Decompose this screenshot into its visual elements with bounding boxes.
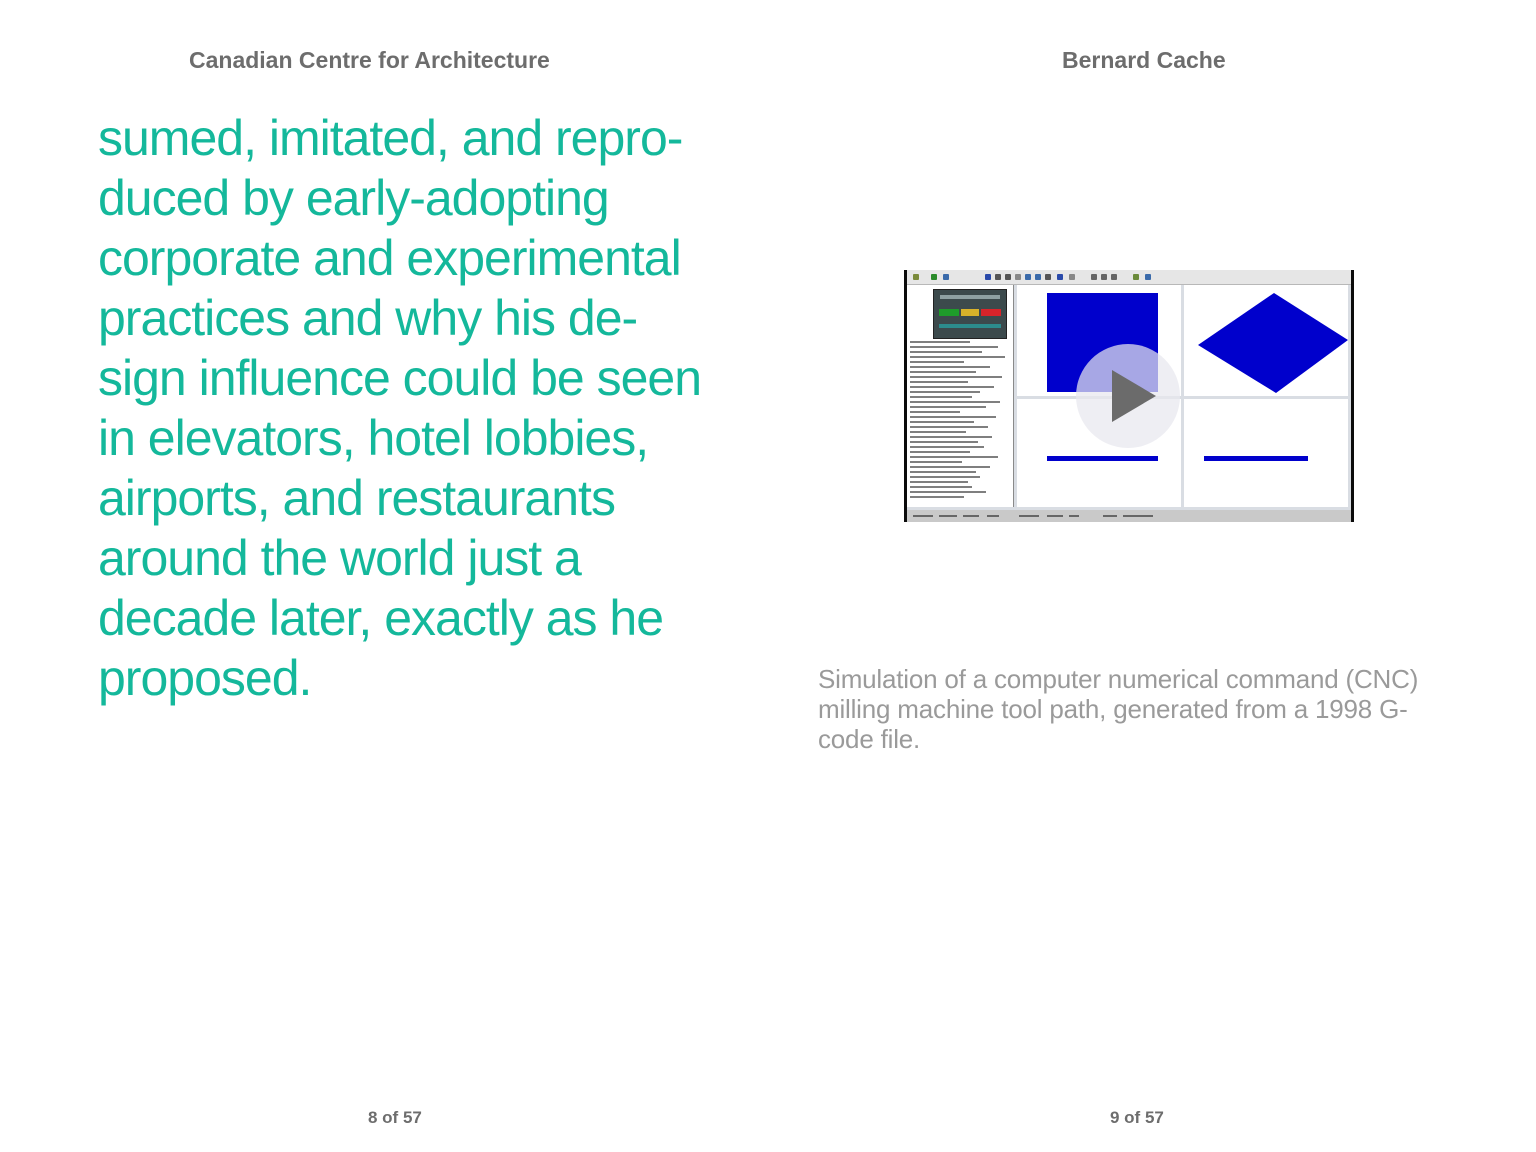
gcode-line <box>910 381 968 383</box>
running-head-right: Bernard Cache <box>1062 47 1226 73</box>
page-number-right: 9 of 57 <box>1110 1108 1164 1127</box>
gcode-line <box>910 486 972 488</box>
gcode-line <box>910 396 972 398</box>
cnc-toolbar <box>907 270 1351 285</box>
body-line: around the world just a <box>98 530 581 586</box>
gcode-line <box>910 436 992 438</box>
gcode-line <box>910 386 994 388</box>
page-number-left: 8 of 57 <box>368 1108 422 1127</box>
gcode-line <box>910 411 960 413</box>
gcode-pane <box>907 285 1014 507</box>
gcode-line <box>910 466 990 468</box>
gcode-line <box>910 481 968 483</box>
gcode-line <box>910 496 964 498</box>
body-line: airports, and restaurants <box>98 470 615 526</box>
gcode-line <box>910 441 978 443</box>
cnc-status-bar <box>907 510 1351 522</box>
gcode-line <box>910 471 976 473</box>
viewport-iso <box>1184 285 1348 396</box>
gcode-line <box>910 366 990 368</box>
play-button[interactable] <box>1076 344 1180 448</box>
gcode-line <box>910 346 998 348</box>
right-page <box>768 0 1536 1152</box>
control-dialog <box>933 289 1007 339</box>
body-line: practices and why his de- <box>98 290 638 346</box>
body-line: in elevators, hotel lobbies, <box>98 410 649 466</box>
body-line: proposed. <box>98 650 312 706</box>
gcode-line <box>910 421 974 423</box>
body-text <box>98 108 748 708</box>
gcode-line <box>910 406 986 408</box>
gcode-line <box>910 356 1005 358</box>
running-head-left: Canadian Centre for Architecture <box>189 47 550 73</box>
viewport-side <box>1184 399 1348 507</box>
body-line: corporate and experimental <box>98 230 681 286</box>
gcode-line <box>910 371 976 373</box>
gcode-line <box>910 341 970 343</box>
gcode-line <box>910 391 980 393</box>
video-player[interactable] <box>904 270 1354 522</box>
gcode-line <box>910 416 996 418</box>
body-line: sumed, imitated, and repro- <box>98 110 683 166</box>
body-line: sign influence could be seen <box>98 350 702 406</box>
body-line: decade later, exactly as he <box>98 590 664 646</box>
gcode-line <box>910 376 1002 378</box>
gcode-line <box>910 361 964 363</box>
gcode-line <box>910 426 988 428</box>
gcode-line <box>910 351 982 353</box>
gcode-line <box>910 401 1000 403</box>
play-icon <box>1076 344 1180 448</box>
gcode-line <box>910 431 966 433</box>
gcode-line <box>910 451 970 453</box>
gcode-line <box>910 491 986 493</box>
figure-caption <box>818 664 1418 754</box>
side-bar-shape <box>1184 399 1348 507</box>
gcode-line <box>910 476 980 478</box>
diamond-shape <box>1184 285 1348 396</box>
caption-line: Simulation of a computer numerical command (CNC) <box>818 664 1419 694</box>
gcode-line <box>910 461 962 463</box>
body-line: duced by early-adopting <box>98 170 609 226</box>
gcode-line <box>910 446 984 448</box>
caption-line: milling machine tool path, generated from a 1998 G- <box>818 694 1408 724</box>
caption-line: code file. <box>818 724 921 754</box>
gcode-line <box>910 456 998 458</box>
